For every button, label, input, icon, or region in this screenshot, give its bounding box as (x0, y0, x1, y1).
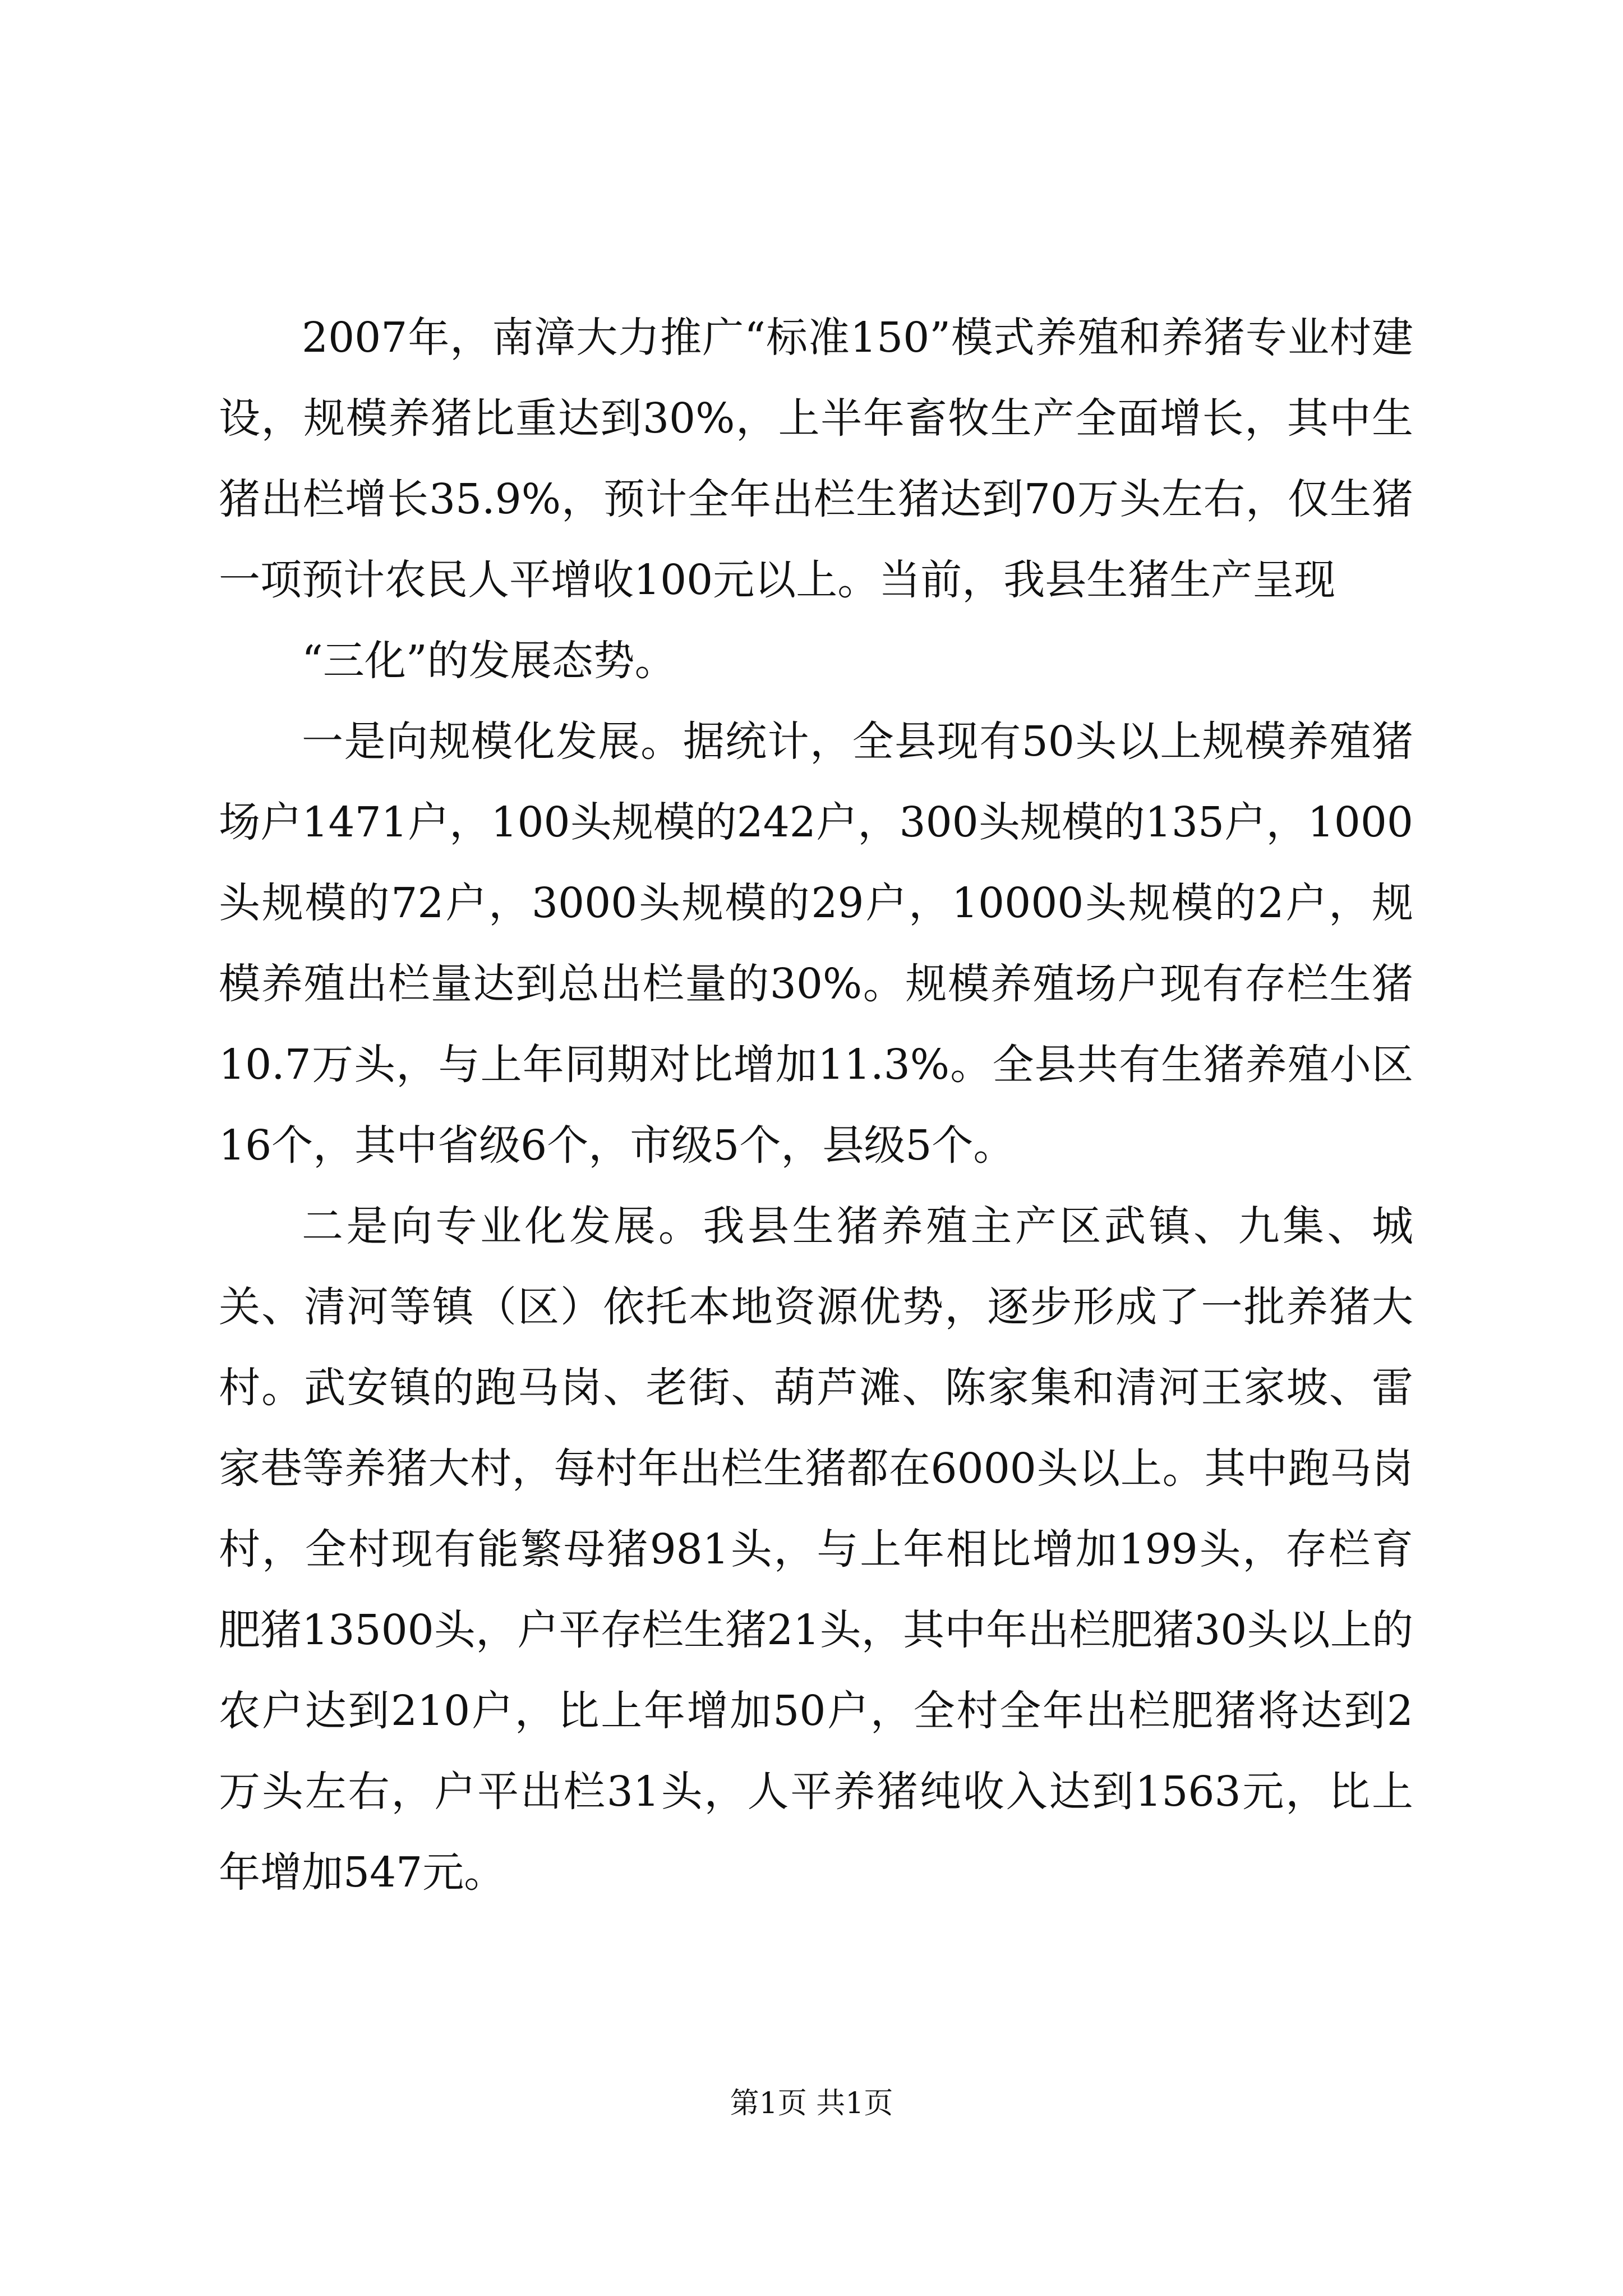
paragraph-intro: 2007年，南漳大力推广“标准150”模式养殖和养猪专业村建设，规模养猪比重达到30%，上半年畜牧生产全面增长，其中生猪出栏增长35.9%，预计全年出栏生猪达到70万头左右，仅生猪一项预计农民人平增收100元以上。当前，我县生猪生产呈现 (219, 314, 1413, 604)
document-body (219, 297, 1413, 1913)
page-number-footer: 第1页 共1页 (730, 2087, 893, 2120)
paragraph-specialization-development: 二是向专业化发展。我县生猪养殖主产区武镇、九集、城关、清河等镇（区）依托本地资源优势，逐步形成了一批养猪大村。武安镇的跑马岗、老街、葫芦滩、陈家集和清河王家坡、雷家巷等养猪大村，每村年出栏生猪都在6000头以上。其中跑马岗村，全村现有能繁母猪981头，与上年相比增加199头，存栏育肥猪13500头，户平存栏生猪21头，其中年出栏肥猪30头以上的农户达到210户，比上年增加50户，全村全年出栏肥猪将达到2万头左右，户平出栏31头，人平养猪纯收入达到1563元，比上年增加547元。 (219, 1202, 1413, 1897)
paragraph-three-trends: “三化”的发展态势。 (302, 637, 676, 685)
paragraph-scale-development: 一是向规模化发展。据统计，全县现有50头以上规模养殖猪场户1471户，100头规模的242户，300头规模的135户，1000头规模的72户，3000头规模的29户，10000头规模的2户，规模养殖出栏量达到总出栏量的30%。规模养殖场户现有存栏生猪10.7万头，与上年同期对比增加11.3%。全县共有生猪养殖小区16个，其中省级6个，市级5个，县级5个。 (219, 717, 1413, 1170)
